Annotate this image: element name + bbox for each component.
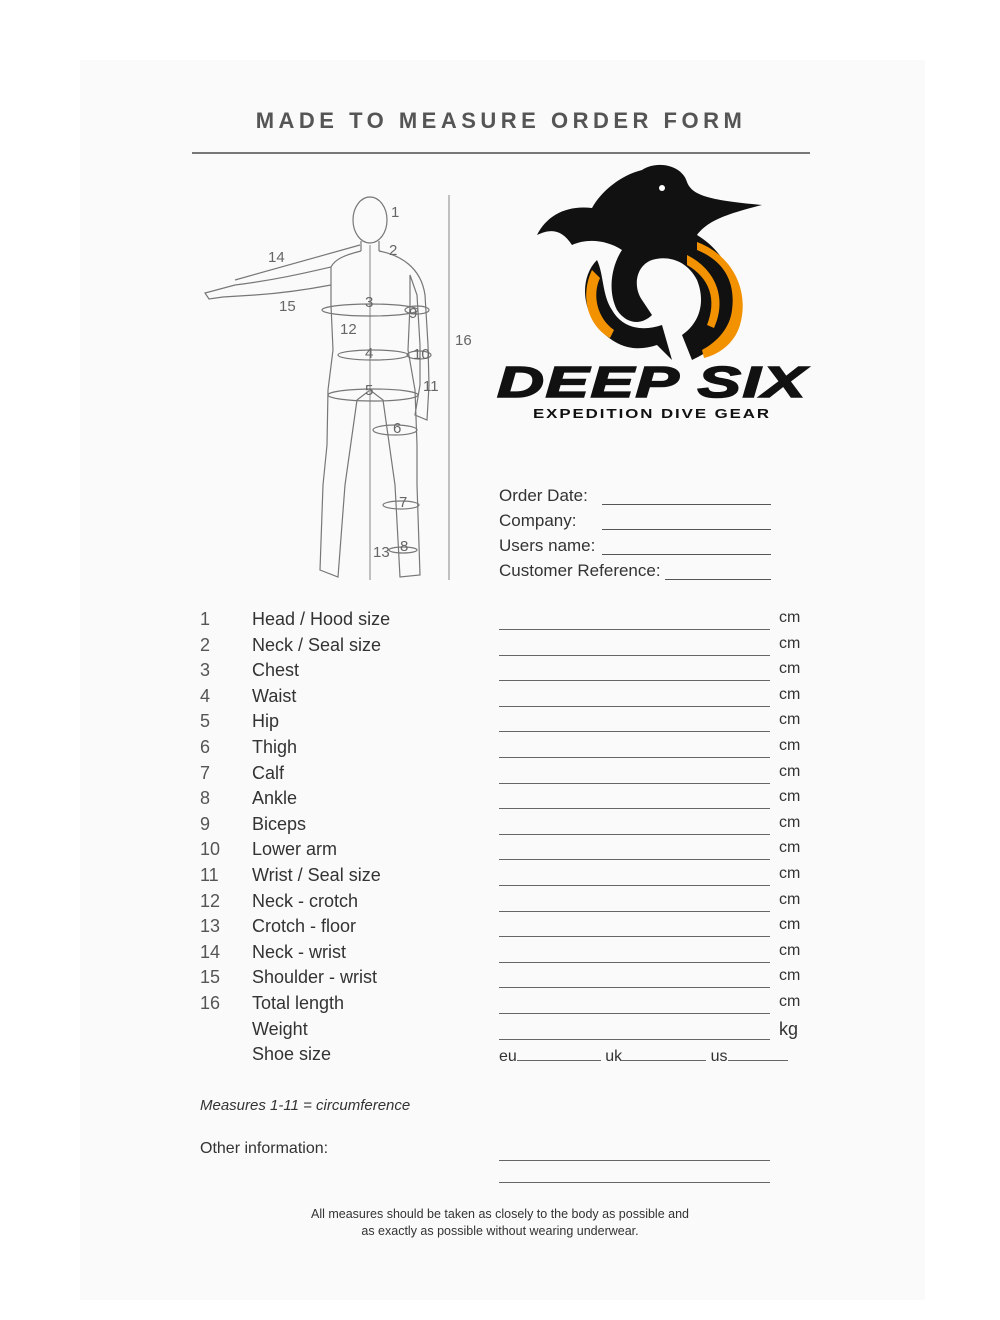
- measure-number: 13: [200, 916, 221, 937]
- shoe-size-label: Shoe size: [252, 1044, 332, 1065]
- measure-unit: cm: [779, 839, 801, 857]
- company-field[interactable]: [499, 511, 779, 536]
- measure-input-line[interactable]: [499, 834, 770, 835]
- measure-label: Lower arm: [252, 839, 338, 860]
- deep-six-logo: [492, 160, 812, 430]
- measure-number: 3: [200, 660, 211, 681]
- circumference-note: Measures 1-11 = circumference: [200, 1097, 411, 1114]
- measure-unit: cm: [779, 967, 801, 985]
- figure-label-1: 1: [391, 204, 400, 221]
- measure-row: [200, 814, 810, 840]
- order-details: [499, 486, 779, 586]
- figure-label-12: 12: [340, 321, 357, 338]
- weight-unit: kg: [779, 1018, 799, 1039]
- figure-label-3: 3: [365, 294, 374, 311]
- measure-number: 5: [200, 711, 211, 732]
- shoe-eu-label: eu: [499, 1048, 517, 1066]
- measure-label: Head / Hood size: [252, 609, 391, 629]
- measure-number: 2: [200, 634, 211, 655]
- measure-input-line[interactable]: [499, 680, 770, 681]
- figure-label-2: 2: [389, 242, 398, 259]
- body-measurement-figure: [195, 185, 495, 585]
- measure-row: [200, 711, 810, 737]
- measure-number: 4: [200, 685, 211, 706]
- other-information-line-1[interactable]: [499, 1160, 770, 1161]
- measure-input-line[interactable]: [499, 808, 770, 809]
- measure-unit: cm: [779, 609, 801, 626]
- measure-unit: cm: [779, 736, 801, 754]
- measure-label: Chest: [252, 660, 300, 681]
- measure-row: [200, 839, 810, 865]
- measure-row: [200, 660, 810, 686]
- measure-number: 10: [200, 839, 221, 860]
- order-date-field[interactable]: [499, 486, 779, 511]
- measure-label: Neck - crotch: [252, 890, 359, 911]
- measure-unit: cm: [779, 992, 801, 1010]
- customer-reference-label: Customer Reference:: [499, 561, 661, 580]
- figure-label-11: 11: [423, 378, 439, 395]
- measure-row: [200, 763, 810, 789]
- measure-input-line[interactable]: [499, 885, 770, 886]
- measure-input-line[interactable]: [499, 655, 770, 656]
- measure-number: 1: [200, 609, 211, 629]
- measure-label: Wrist / Seal size: [252, 864, 381, 885]
- measure-input-line[interactable]: [499, 731, 770, 732]
- measure-input-line[interactable]: [499, 936, 770, 937]
- measure-number: 16: [200, 992, 221, 1013]
- measure-unit: cm: [779, 762, 801, 780]
- measure-label: Ankle: [252, 788, 298, 809]
- measure-row: [200, 686, 810, 712]
- measure-row: [200, 737, 810, 763]
- figure-label-10: 10: [413, 346, 430, 363]
- other-information-label: Other information:: [200, 1140, 329, 1157]
- measure-unit: cm: [779, 685, 801, 703]
- measure-number: 7: [200, 762, 211, 783]
- measure-unit: cm: [779, 660, 801, 678]
- measure-number: 12: [200, 890, 221, 911]
- measure-unit: cm: [779, 916, 801, 934]
- figure-label-6: 6: [393, 420, 402, 437]
- measurement-list: [200, 609, 810, 1070]
- measure-label: Shoulder - wrist: [252, 967, 378, 988]
- measure-unit: cm: [779, 864, 801, 882]
- figure-label-4: 4: [365, 345, 374, 362]
- footer-line-1: All measures should be taken as closely to the body as possible and: [310, 1207, 689, 1221]
- shoe-size-fields: [499, 1044, 788, 1066]
- logo-tagline: EXPEDITION DIVE GEAR: [533, 406, 771, 421]
- measure-row: [200, 916, 810, 942]
- measure-input-line[interactable]: [499, 987, 770, 988]
- measure-label: Hip: [252, 711, 280, 732]
- measure-unit: cm: [779, 788, 801, 806]
- shoe-size-row: [200, 1044, 810, 1070]
- measure-label: Crotch - floor: [252, 916, 357, 937]
- measure-row: [200, 942, 810, 968]
- measure-label: Waist: [252, 685, 297, 706]
- footer-line-2: as exactly as possible without wearing underwear.: [361, 1224, 639, 1238]
- figure-label-8: 8: [400, 538, 409, 555]
- measure-row: [200, 993, 810, 1019]
- weight-label: Weight: [252, 1018, 308, 1039]
- measure-input-line[interactable]: [499, 962, 770, 963]
- order-date-label: Order Date:: [499, 486, 588, 505]
- measure-label: Calf: [252, 762, 285, 783]
- measure-label: Neck - wrist: [252, 941, 346, 962]
- measure-number: 6: [200, 736, 211, 757]
- measure-row: [200, 635, 810, 661]
- figure-torso: [320, 251, 429, 577]
- users-name-field[interactable]: [499, 536, 779, 561]
- measure-input-line[interactable]: [499, 706, 770, 707]
- measure-input-line[interactable]: [499, 911, 770, 912]
- figure-label-15: 15: [279, 298, 296, 315]
- measure-label: Biceps: [252, 813, 307, 834]
- measure-label: Thigh: [252, 736, 298, 757]
- other-information-line-2[interactable]: [499, 1182, 770, 1183]
- figure-label-5: 5: [365, 382, 374, 399]
- measure-row: [200, 609, 810, 635]
- measure-number: 14: [200, 941, 221, 962]
- shoe-eu-input-line[interactable]: [517, 1044, 601, 1061]
- measure-unit: cm: [779, 711, 801, 729]
- weight-input-line[interactable]: [499, 1039, 770, 1040]
- company-label: Company:: [499, 511, 577, 530]
- users-name-input-line[interactable]: [602, 554, 771, 555]
- order-date-input-line[interactable]: [602, 504, 771, 505]
- measure-input-line[interactable]: [499, 859, 770, 860]
- measure-row: [200, 967, 810, 993]
- customer-reference-field[interactable]: [499, 561, 779, 586]
- measure-number: 9: [200, 813, 211, 834]
- company-input-line[interactable]: [602, 529, 771, 530]
- shoe-us-label: us: [710, 1048, 728, 1066]
- users-name-label: Users name:: [499, 536, 596, 555]
- measure-row: [200, 891, 810, 917]
- measure-input-line[interactable]: [499, 757, 770, 758]
- measure-label: Total length: [252, 992, 345, 1013]
- form-title: MADE TO MEASURE ORDER FORM: [255, 108, 747, 133]
- measure-label: Neck / Seal size: [252, 634, 382, 655]
- measure-input-line[interactable]: [499, 783, 770, 784]
- measure-unit: cm: [779, 941, 801, 959]
- logo-creature-mark: [537, 165, 762, 360]
- footer-instructions: [250, 1206, 750, 1240]
- figure-label-14: 14: [268, 249, 285, 266]
- measure-unit: cm: [779, 634, 801, 652]
- measure-row: [200, 788, 810, 814]
- measure-number: 11: [200, 864, 219, 885]
- title-divider: [192, 152, 810, 154]
- figure-label-13: 13: [373, 544, 390, 561]
- measure-unit: cm: [779, 813, 801, 831]
- measure-number: 15: [200, 967, 221, 988]
- figure-label-7: 7: [399, 494, 408, 511]
- measure-row: [200, 865, 810, 891]
- figure-label-9: 9: [409, 305, 418, 322]
- shoe-uk-label: uk: [605, 1048, 623, 1066]
- measure-number: 8: [200, 788, 211, 809]
- figure-label-16: 16: [455, 332, 472, 349]
- shoe-uk-input-line[interactable]: [622, 1044, 706, 1061]
- figure-arm: [205, 267, 331, 299]
- measure-input-line[interactable]: [499, 629, 770, 630]
- weight-row: [200, 1019, 810, 1045]
- customer-reference-input-line[interactable]: [665, 579, 771, 580]
- measure-input-line[interactable]: [499, 1013, 770, 1014]
- measure-unit: cm: [779, 890, 801, 908]
- figure-head: [353, 197, 387, 243]
- shoe-us-input-line[interactable]: [728, 1044, 788, 1061]
- logo-wordmark: DEEP SIX: [497, 358, 810, 407]
